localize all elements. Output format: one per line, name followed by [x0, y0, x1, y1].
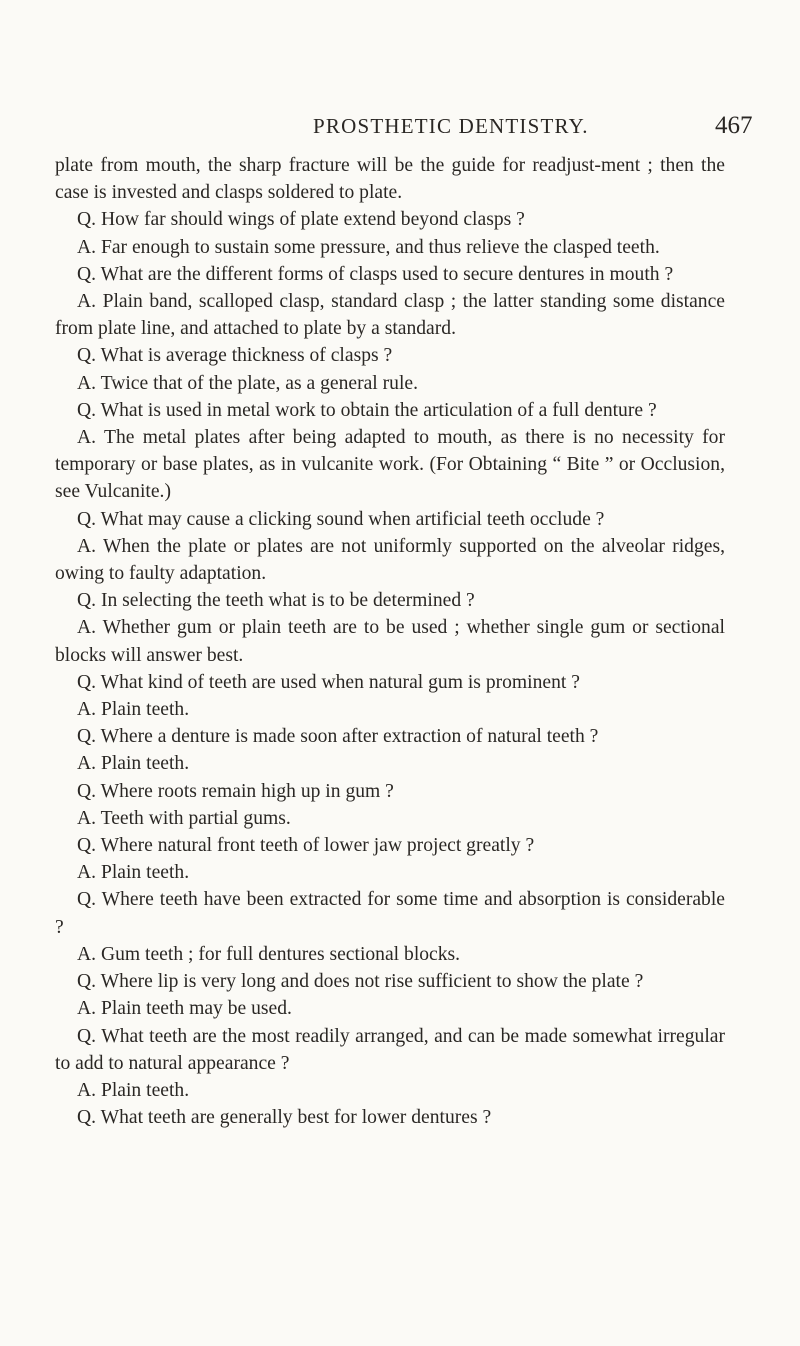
answer: A. Plain teeth.	[77, 753, 190, 775]
answer: A. The metal plates after being adapted to mouth, as there is no necessity for temporary or base plates, as in vulcanite work. (For Obtaining “ Bite ” or Occlusion, see Vulcanite.)	[55, 427, 725, 503]
answer: A. When the plate or plates are not uniformly supported on the alveolar ridges, owing to faulty adaptation.	[55, 535, 725, 585]
answer: A. Plain teeth.	[77, 862, 190, 884]
answer: A. Plain teeth may be used.	[77, 998, 292, 1020]
question: Q. Where natural front teeth of lower jaw project greatly ?	[77, 835, 535, 857]
question: Q. Where a denture is made soon after extraction of natural teeth ?	[77, 726, 599, 748]
question: Q. What kind of teeth are used when natural gum is prominent ?	[77, 671, 580, 693]
answer: A. Plain teeth.	[77, 1079, 190, 1101]
running-title: PROSTHETIC DENTISTRY.	[313, 114, 589, 138]
answer: A. Far enough to sustain some pressure, and thus relieve the clasped teeth.	[77, 236, 660, 258]
question: Q. What is average thickness of clasps ?	[77, 345, 393, 367]
question: Q. Where teeth have been extracted for some time and absorption is considerable ?	[55, 889, 725, 938]
question: Q. Where roots remain high up in gum ?	[77, 780, 394, 802]
answer: A. Twice that of the plate, as a general rule.	[77, 372, 419, 394]
question: Q. What teeth are the most readily arranged, and can be made somewhat irregular to add to natural appearance ?	[55, 1025, 725, 1074]
page-number: 467	[715, 112, 753, 139]
question: Q. What teeth are generally best for lower dentures ?	[77, 1107, 492, 1129]
paragraph: plate from mouth, the sharp fracture will be the guide for readjust-ment ; then the case is invested and clasps soldered to plate.	[55, 155, 725, 204]
page-header	[0, 108, 800, 148]
question: Q. In selecting the teeth what is to be determined ?	[77, 590, 475, 612]
body-text	[55, 152, 725, 1131]
answer: A. Gum teeth ; for full dentures sectional blocks.	[77, 943, 461, 965]
question: Q. What is used in metal work to obtain the articulation of a full denture ?	[77, 399, 657, 421]
question: Q. What may cause a clicking sound when artificial teeth occlude ?	[77, 508, 605, 530]
question: Q. What are the different forms of clasps used to secure dentures in mouth ?	[77, 263, 674, 285]
question: Q. Where lip is very long and does not rise sufficient to show the plate ?	[77, 971, 644, 993]
question: Q. How far should wings of plate extend beyond clasps ?	[77, 209, 525, 231]
answer: A. Plain band, scalloped clasp, standard clasp ; the latter standing some distance from plate line, and attached to plate by a standard.	[55, 291, 725, 340]
answer: A. Plain teeth.	[77, 699, 190, 721]
answer: A. Whether gum or plain teeth are to be used ; whether single gum or sectional blocks will answer best.	[55, 617, 725, 666]
answer: A. Teeth with partial gums.	[77, 807, 291, 829]
